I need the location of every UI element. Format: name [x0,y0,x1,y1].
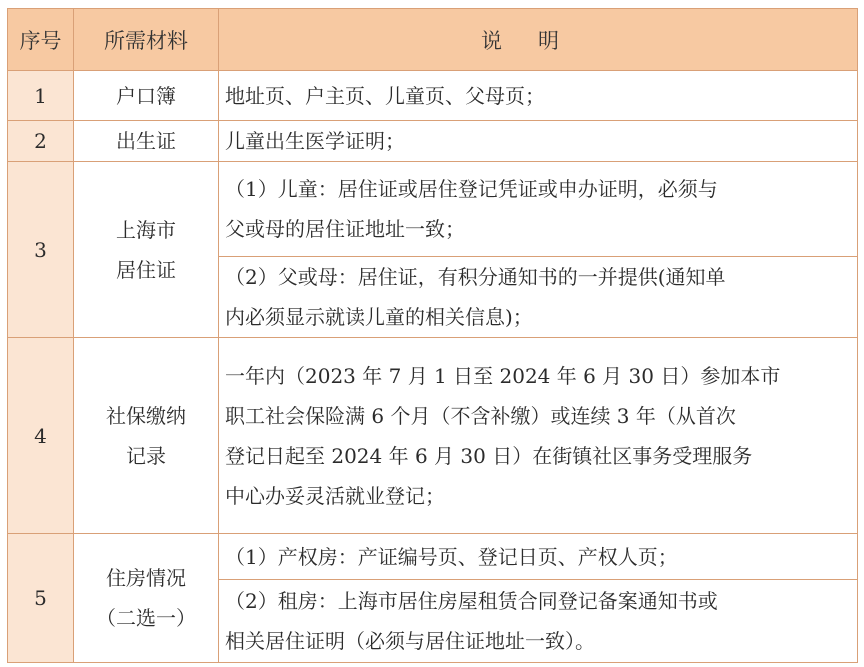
row-material [74,534,219,663]
header-seq: 序号 [8,9,74,71]
row-description [219,257,858,338]
material-line: 住房情况 [106,566,186,590]
description-line: 登记日起至 2024 年 6 月 30 日）在街镇社区事务受理服务 [225,443,753,468]
description-line: 相关居住证明（必须与居住证地址一致）。 [225,629,595,653]
description-line: 中心办妥灵活就业登记； [225,483,445,508]
row-seq: 1 [8,71,74,121]
header-material: 所需材料 [74,9,219,71]
table-row [8,162,858,257]
table-row [8,121,858,162]
material-line: （二选一） [96,606,196,630]
row-seq: 4 [8,338,74,534]
row-description [219,162,858,257]
description-line: （1）产权房：产证编号页、登记日页、产权人页； [225,544,678,569]
row-description [219,338,858,534]
row-description [219,580,858,663]
materials-table [7,8,858,663]
row-material [74,121,219,162]
table-header-row [8,9,858,71]
table-row [8,71,858,121]
description-line: 一年内（2023 年 7 月 1 日至 2024 年 6 月 30 日）参加本市 [225,363,781,388]
material-line: 居住证 [116,257,176,282]
description-line: （1）儿童：居住证或居住登记凭证或申办证明，必须与 [225,177,718,201]
row-material [74,71,219,121]
description-line: 儿童出生医学证明； [225,129,405,153]
description-line: 内必须显示就读儿童的相关信息)； [225,305,533,329]
material-line: 社保缴纳 [106,403,186,428]
table-row [8,534,858,580]
row-seq: 3 [8,162,74,338]
material-line: 上海市 [116,217,176,242]
row-material [74,338,219,534]
description-line: （2）租房：上海市居住房屋租赁合同登记备案通知书或 [225,589,718,613]
row-description [219,534,858,580]
row-description [219,71,858,121]
row-material [74,162,219,338]
row-description [219,121,858,162]
row-seq: 2 [8,121,74,162]
description-line: 父或母的居住证地址一致； [225,217,465,241]
table-row [8,338,858,534]
material-line: 出生证 [116,129,176,153]
material-line: 记录 [126,443,166,468]
row-seq: 5 [8,534,74,663]
description-line: 地址页、户主页、儿童页、父母页； [225,83,545,108]
material-line: 户口簿 [116,83,176,108]
header-description: 说明 [219,9,858,71]
description-line: （2）父或母：居住证，有积分通知书的一并提供(通知单 [225,265,726,289]
description-line: 职工社会保险满 6 个月（不含补缴）或连续 3 年（从首次 [225,403,736,428]
